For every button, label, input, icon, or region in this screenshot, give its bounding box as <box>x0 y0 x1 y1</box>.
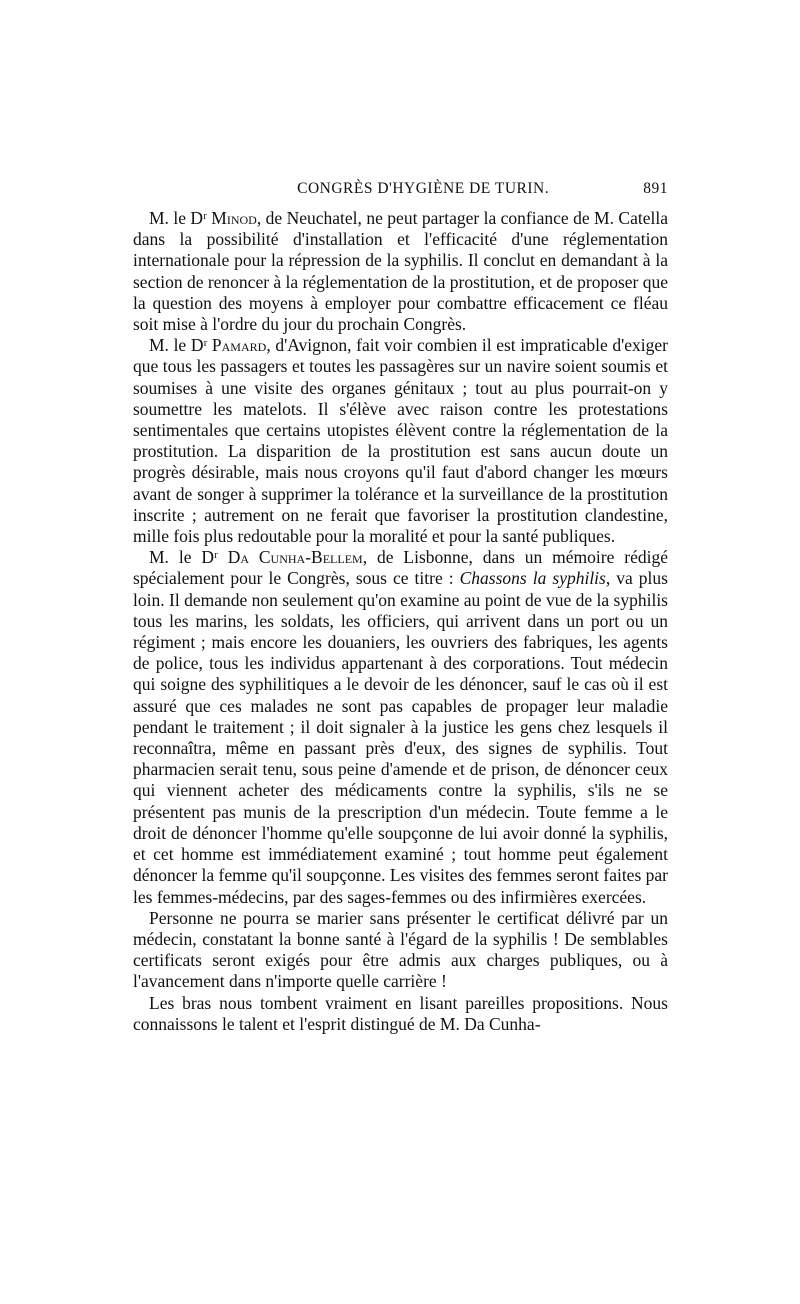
running-head <box>133 180 668 202</box>
paragraph-prefix: M. le Dʳ <box>149 208 212 228</box>
paragraph-text: , va plus loin. Il demande non seulement qu'on examine au point de vue de la syphilis tous les marins, les soldats, les officiers, qui arrivent dans un port ou un régiment ; mais encore les douaniers, les ouvriers des fabriques, les agents de police, tous les individus appartenant à des corporations. Tout médecin qui soigne des syphilitiques a le devoir de les dénoncer, sauf le cas où il est assuré que ces malades ne sont pas capables de propager leur maladie pendant le traitement ; il doit signaler à la justice les gens chez lesquels il reconnaîtra, même en passant près d'eux, des signes de syphilis. Tout pharmacien serait tenu, sous peine d'amende et de prison, de dénoncer ceux qui viennent acheter des médicaments contre la syphilis, s'ils ne se présentent pas munis de la prescription d'un médecin. Toute femme a le droit de dénoncer l'homme qu'elle soupçonne de lui avoir donné la syphilis, et cet homme est immédiatement examiné ; tout homme peut également dénoncer la femme qu'il soupçonne. Les visites des femmes seront faites par les femmes-médecins, par des sages-femmes ou des infirmières exercées. <box>133 568 668 907</box>
paragraph-pamard <box>133 335 668 547</box>
running-title: CONGRÈS D'HYGIÈNE DE TURIN. <box>297 180 550 197</box>
paragraph-text: Les bras nous tombent vraiment en lisant pareilles propositions. Nous connaissons le talent et l'esprit distingué de M. Da Cunha- <box>133 992 668 1034</box>
paragraph-da-cunha-bellem <box>133 547 668 907</box>
paragraph-prefix: M. le Dʳ <box>149 335 212 356</box>
paragraph-text: , de Lisbonne, dans un mémoire rédigé spécialement pour le Congrès, sous ce titre : <box>133 547 668 589</box>
speaker-name: Pamard <box>211 335 267 356</box>
paragraph-prefix: M. le Dʳ <box>149 547 228 568</box>
paragraph-text: , d'Avignon, fait voir combien il est impraticable d'exiger que tous les passagers et toutes les passagères sur un navire soient soumis et soumises à une visite des organes génitaux ; tout au plus pourrait-on y soumettre les matelots. Il s'élève avec raison contre les protestations sentimentales que certains utopistes élèvent contre la réglementation de la prostitution. La disparition de la prostitution est sans aucun doute un progrès désirable, mais nous croyons qu'il faut d'abord changer les mœurs avant de songer à supprimer la tolérance et la surveillance de la prostitution inscrite ; autrement on ne ferait que favoriser la prostitution clandestine, mille fois plus redoutable pour la moralité et pour la santé publiques. <box>133 335 668 547</box>
speaker-name: Minod <box>211 208 257 228</box>
page <box>133 180 668 1035</box>
paragraph-text: Personne ne pourra se marier sans présenter le certificat délivré par un médecin, constatant la bonne santé à l'égard de la syphilis ! De semblables certificats seront exigés pour être admis aux charges publiques, ou à l'avancement dans n'importe quelle carrière ! <box>133 907 668 992</box>
paragraph-conclusion <box>133 993 668 1035</box>
memoir-title: Chassons la syphilis <box>459 568 606 589</box>
page-number: 891 <box>643 180 668 197</box>
speaker-name: Da Cunha-Bellem <box>227 547 363 568</box>
paragraph-minod <box>133 208 668 335</box>
paragraph-marriage-certificate <box>133 908 668 993</box>
paragraph-text: , de Neuchatel, ne peut partager la confiance de M. Catella dans la possibilité d'installation et l'efficacité d'une réglementation internationale pour la répression de la syphilis. Il conclut en demandant à la section de renoncer à la réglementation de la prostitution, et de proposer que la question des moyens à employer pour combattre efficacement ce fléau soit mise à l'ordre du jour du prochain Congrès. <box>133 208 669 335</box>
